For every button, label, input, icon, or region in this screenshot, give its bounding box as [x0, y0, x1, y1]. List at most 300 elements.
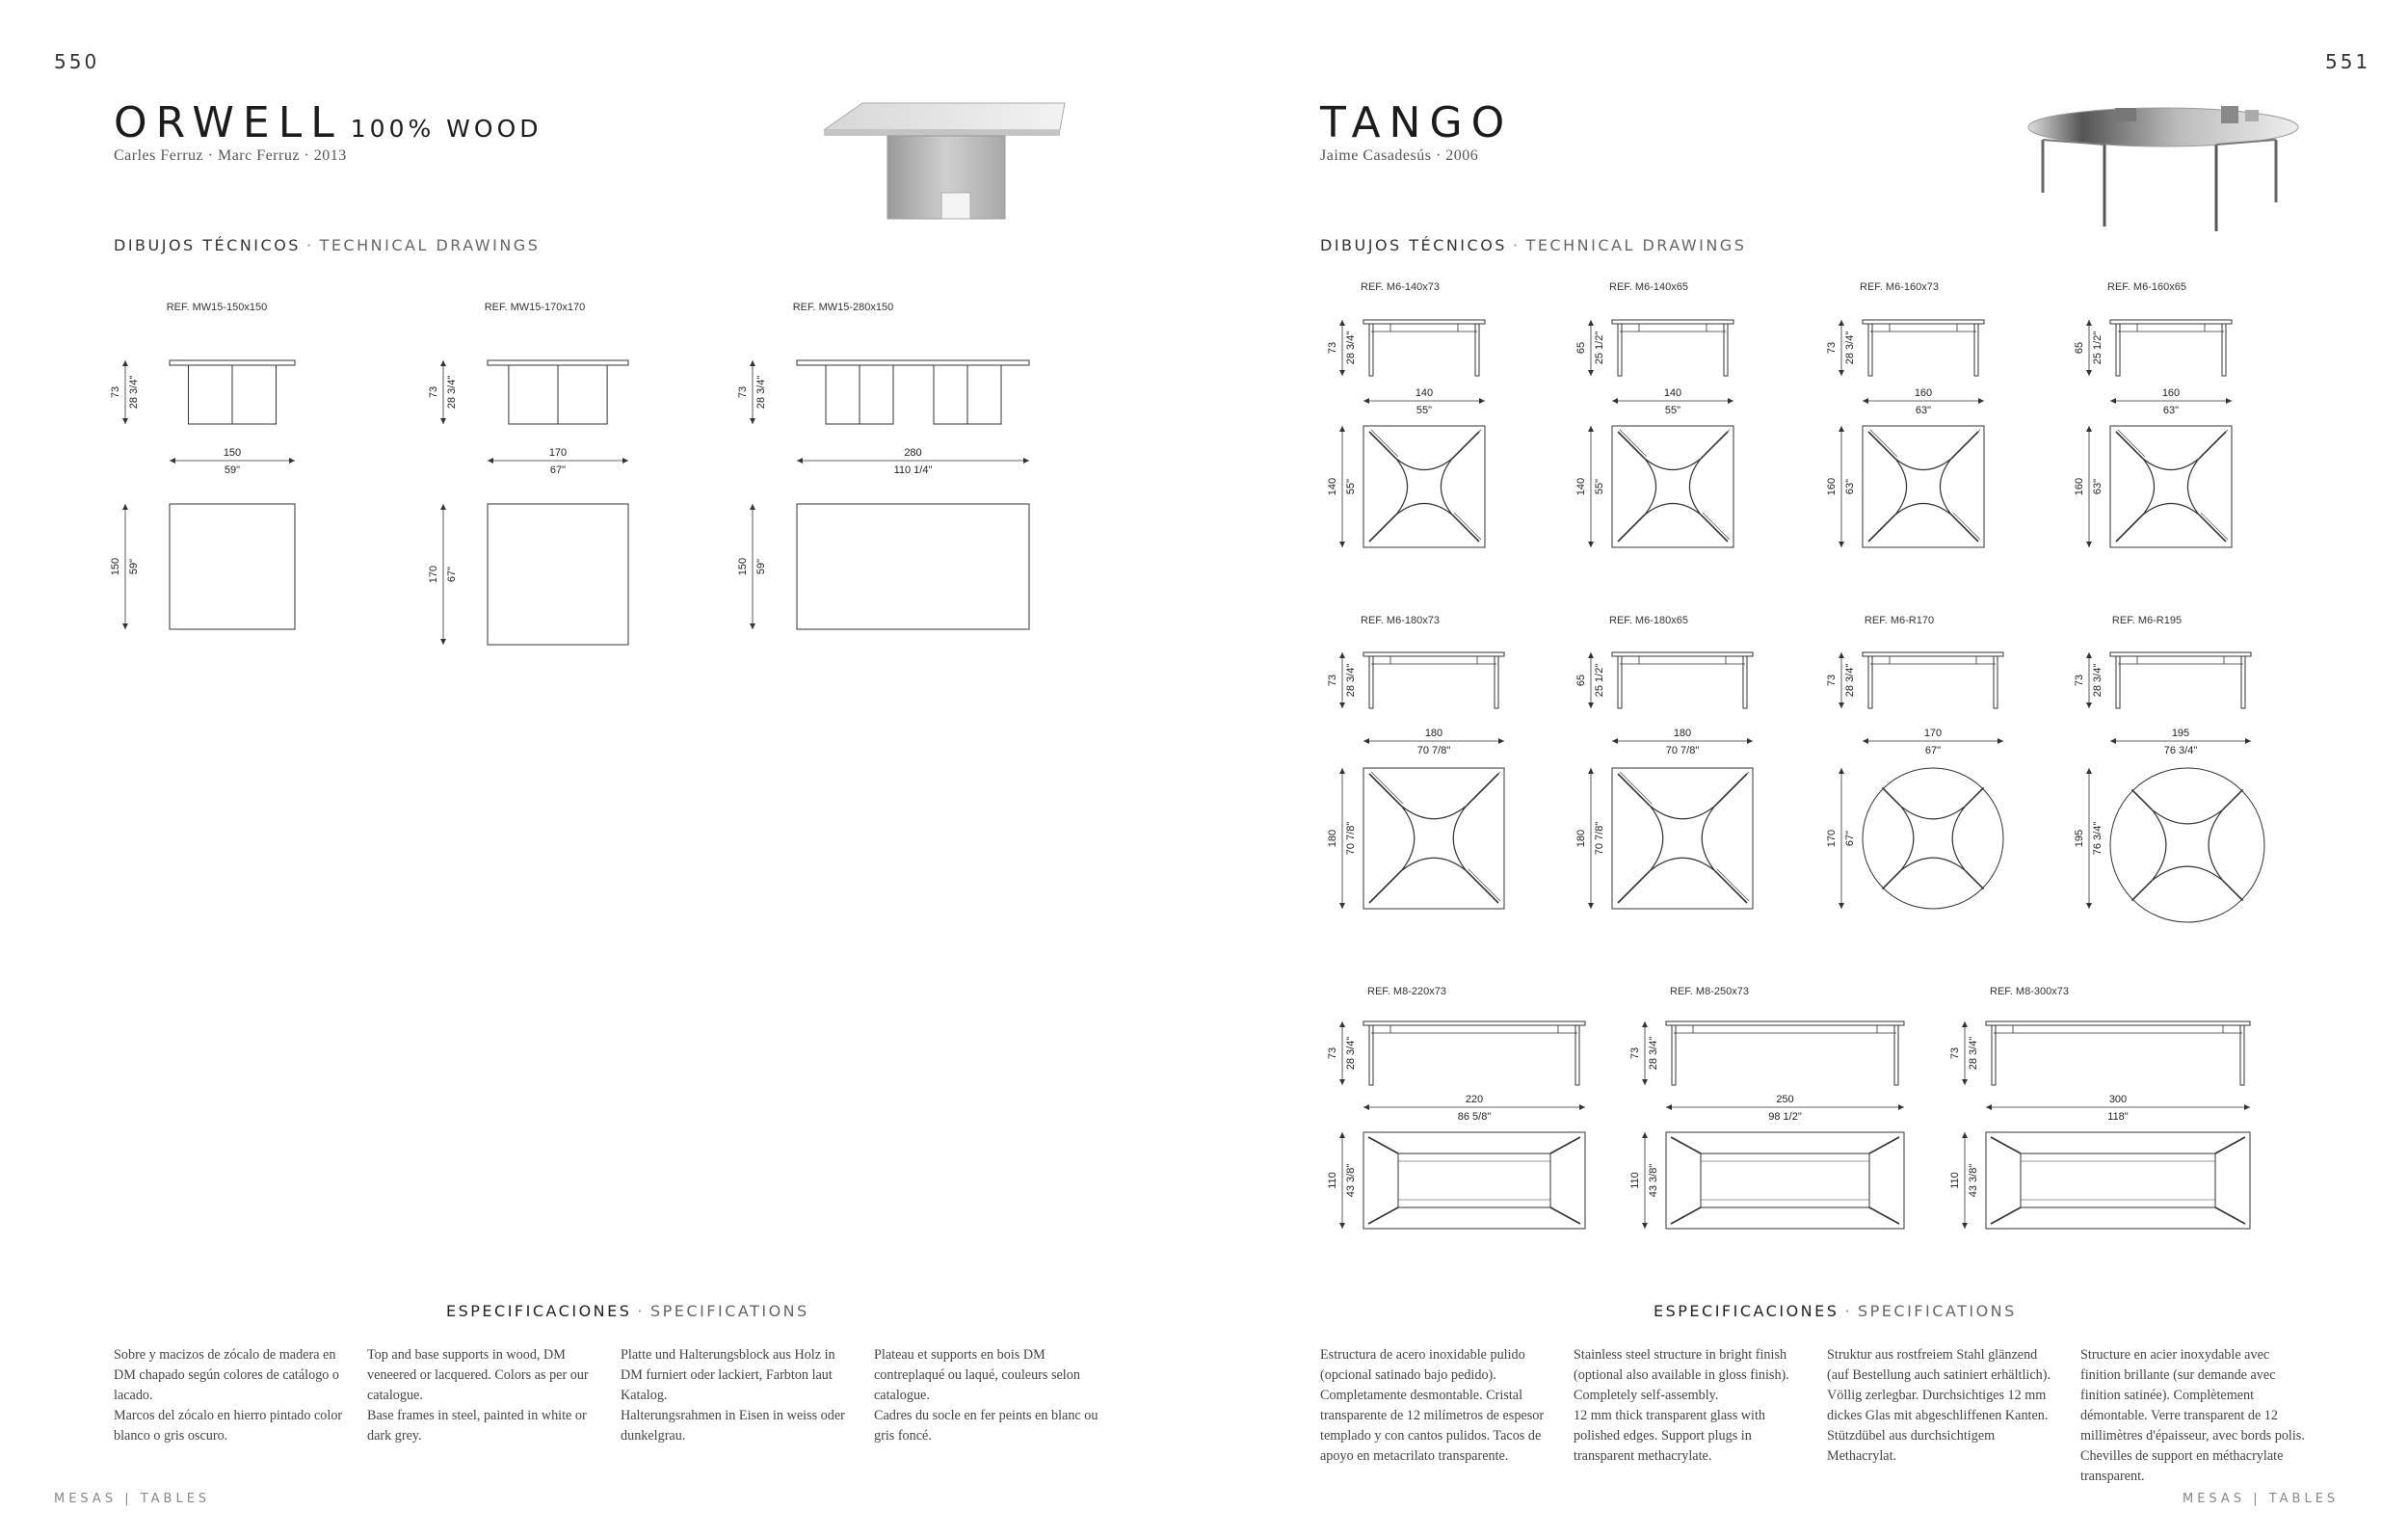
- arrow-down-icon: [1839, 903, 1844, 909]
- arrow-down-icon: [122, 418, 128, 424]
- arrow-down-icon: [2086, 903, 2092, 909]
- arrow-up-icon: [1339, 426, 1345, 432]
- frame-arm: [2201, 430, 2228, 457]
- arrow-left-icon: [488, 458, 493, 464]
- height-in-label: 25 1/2": [2092, 331, 2104, 365]
- arrow-left-icon: [170, 458, 175, 464]
- table-plan-view: [797, 504, 1029, 629]
- width-in-label: 76 3/4": [2163, 745, 2198, 756]
- spec-text-fr-left: Plateau et supports en bois DM contreplaqué ou laqué, couleurs selon catalogue. Cadres du socle en fer peints en blanc ou gris foncé.: [874, 1347, 1098, 1444]
- table-top-elevation: [170, 360, 295, 365]
- frame-curve: [1396, 459, 1452, 515]
- frame-arm: [1550, 1137, 1580, 1153]
- arrow-down-icon: [1642, 1223, 1648, 1229]
- arrow-right-icon: [2244, 1104, 2250, 1110]
- depth-cm-label: 170: [428, 565, 439, 584]
- model-ref-label: REF. M6-R195: [2111, 615, 2183, 626]
- frame-arm: [1951, 515, 1978, 542]
- arrow-down-icon: [750, 418, 755, 424]
- arrow-up-icon: [440, 360, 446, 366]
- arrow-down-icon: [1339, 903, 1345, 909]
- glass-top-elevation: [1363, 652, 1504, 656]
- width-in-label: 59": [224, 464, 241, 476]
- frame-curve: [1900, 806, 1965, 870]
- tango-model-row1-0: [1327, 281, 1485, 547]
- frame-arm: [1991, 1137, 2021, 1153]
- table-leg: [1575, 1025, 1579, 1085]
- height-in-label: 28 3/4": [2092, 663, 2104, 698]
- height-in-label: 28 3/4": [1968, 1036, 1979, 1071]
- arrow-right-icon: [1498, 738, 1504, 744]
- height-cm-label: 73: [428, 385, 439, 399]
- table-leg: [1894, 1025, 1898, 1085]
- depth-cm-label: 180: [1575, 829, 1587, 848]
- arrow-down-icon: [2086, 370, 2092, 376]
- model-ref-label: REF. M6-R170: [1864, 615, 1935, 626]
- table-leg: [1992, 1025, 1996, 1085]
- width-cm-label: 280: [904, 447, 922, 459]
- glass-top-elevation: [1666, 1021, 1904, 1025]
- arrow-up-icon: [1642, 1021, 1648, 1027]
- height-cm-label: 65: [1575, 341, 1587, 355]
- frame-arm: [1620, 430, 1647, 457]
- tango-model-row3-0: [1327, 986, 1585, 1229]
- depth-cm-label: 110: [1949, 1172, 1961, 1189]
- depth-in-label: 59": [755, 558, 767, 575]
- width-in-label: 67": [1924, 745, 1942, 756]
- spec-text-fr-right: Structure en acier inoxydable avec finition brillante (sur demande avec finition satinée). Complètement démontable. Verre transparent de 12 millimètres d'épaisseur, avec bords polis. Chevilles de support en méthacrylate transparent.: [2080, 1347, 2305, 1484]
- frame-arm: [1870, 430, 1897, 457]
- technical-drawings-heading-left: DIBUJOS TÉCNICOS · TECHNICAL DRAWINGS: [114, 236, 541, 254]
- frame-arm: [1953, 430, 1980, 457]
- technical-drawings-heading-right: DIBUJOS TÉCNICOS · TECHNICAL DRAWINGS: [1320, 236, 1747, 254]
- frame-arm: [1369, 774, 1401, 806]
- width-cm-label: 300: [2108, 1094, 2128, 1105]
- depth-cm-label: 140: [1327, 477, 1338, 496]
- depth-in-label: 59": [128, 558, 140, 575]
- arrow-left-icon: [1986, 1104, 1992, 1110]
- frame-arm: [1717, 772, 1749, 804]
- inner-frame-plan: [2021, 1153, 2215, 1207]
- width-cm-label: 180: [1424, 728, 1443, 739]
- depth-in-label: 63": [2092, 478, 2104, 495]
- depth-in-label: 67": [446, 566, 458, 583]
- height-in-label: 28 3/4": [446, 375, 458, 410]
- frame-arm: [1371, 430, 1398, 457]
- height-cm-label: 73: [1949, 1047, 1961, 1060]
- model-ref-label: REF. M8-220x73: [1367, 986, 1446, 997]
- arrow-up-icon: [1339, 652, 1345, 658]
- arrow-right-icon: [1898, 1104, 1904, 1110]
- frame-arm: [1671, 1207, 1701, 1224]
- height-cm-label: 65: [2074, 341, 2085, 355]
- arrow-down-icon: [440, 418, 446, 424]
- width-in-label: 118": [2107, 1111, 2129, 1123]
- orwell-model-2: [737, 302, 1029, 629]
- tango-model-row3-2: [1949, 986, 2250, 1229]
- frame-arm: [1368, 1207, 1398, 1224]
- arrow-up-icon: [1588, 652, 1594, 658]
- tango-model-row2-0: [1327, 615, 1504, 909]
- depth-in-label: 63": [1844, 478, 1856, 495]
- frame-arm: [1953, 513, 1980, 540]
- frame-arm: [1868, 432, 1895, 459]
- height-in-label: 28 3/4": [755, 375, 767, 410]
- spec-text-de-left: Platte und Halterungsblock aus Holz in DM furniert oder lackiert, Farbton laut Katalog. Halterungsrahmen in Eisen in weiss oder dunkelgrau.: [621, 1347, 845, 1444]
- width-in-label: 98 1/2": [1768, 1111, 1802, 1123]
- tango-model-row2-2: [1826, 615, 2003, 909]
- arrow-left-icon: [797, 458, 803, 464]
- specifications-heading-left: ESPECIFICACIONES · SPECIFICATIONS: [446, 1302, 809, 1320]
- frame-curve: [1645, 459, 1701, 515]
- width-cm-label: 170: [1923, 728, 1943, 739]
- tango-model-row1-2: [1826, 281, 1984, 547]
- depth-cm-label: 150: [110, 557, 121, 576]
- frame-arm: [2116, 432, 2143, 459]
- frame-arm: [1454, 430, 1481, 457]
- arrow-right-icon: [1747, 738, 1753, 744]
- table-plan-view: [488, 504, 628, 645]
- frame-arm: [1618, 774, 1650, 806]
- arrow-up-icon: [2086, 652, 2092, 658]
- height-in-label: 25 1/2": [1594, 331, 1605, 365]
- width-cm-label: 140: [1663, 387, 1682, 399]
- glass-top-elevation: [1612, 320, 1733, 324]
- title-suffix: 100% WOOD: [350, 115, 542, 143]
- frame-arm: [1454, 513, 1481, 540]
- frame-arm: [2199, 515, 2226, 542]
- frame-arm: [1870, 513, 1897, 540]
- depth-cm-label: 195: [2074, 829, 2085, 848]
- tango-model-row1-1: [1575, 281, 1733, 547]
- width-in-label: 63": [1915, 405, 1932, 416]
- frame-arm: [1368, 1137, 1398, 1153]
- depth-cm-label: 180: [1327, 829, 1338, 848]
- frame-arm: [2131, 789, 2152, 809]
- arrow-right-icon: [1023, 458, 1029, 464]
- frame-arm: [1869, 1137, 1899, 1153]
- height-cm-label: 73: [1826, 674, 1838, 687]
- arrow-right-icon: [1579, 1104, 1585, 1110]
- depth-cm-label: 110: [1327, 1172, 1338, 1189]
- footer-left: MESAS | TABLES: [54, 1492, 211, 1506]
- frame-arm: [1620, 869, 1652, 901]
- arrow-up-icon: [1839, 652, 1844, 658]
- frame-arm: [2223, 789, 2243, 809]
- arrow-left-icon: [1863, 738, 1868, 744]
- height-cm-label: 73: [2074, 674, 2085, 687]
- arrow-down-icon: [1839, 370, 1844, 376]
- frame-arm: [1469, 869, 1500, 901]
- height-cm-label: 73: [1327, 341, 1338, 355]
- frame-arm: [1703, 430, 1730, 457]
- designer-credit-right: Jaime Casadesús · 2006: [1320, 147, 1479, 164]
- width-cm-label: 220: [1465, 1094, 1484, 1105]
- arrow-left-icon: [1666, 1104, 1672, 1110]
- frame-arm: [2118, 430, 2145, 457]
- frame-arm: [2118, 513, 2145, 540]
- spec-text-es-right: Estructura de acero inoxidable pulido (opcional satinado bajo pedido). Completamente desmontable. Cristal transparente de 12 milímetros de espesor templado y con cantos pulidos. Tacos de apoyo en metacrilato transparente.: [1320, 1347, 1545, 1464]
- arrow-down-icon: [1588, 370, 1594, 376]
- depth-in-label: 43 3/8": [1345, 1163, 1357, 1198]
- model-ref-label: REF. M8-250x73: [1670, 986, 1749, 997]
- table-plan-view: [170, 504, 295, 629]
- model-ref-label: REF. MW15-150x150: [166, 302, 268, 313]
- specifications-heading-right: ESPECIFICACIONES · SPECIFICATIONS: [1654, 1302, 2017, 1320]
- arrow-up-icon: [2086, 320, 2092, 326]
- glass-top-elevation: [1363, 1021, 1585, 1025]
- table-leg: [1369, 1025, 1373, 1085]
- frame-arm: [2223, 881, 2243, 901]
- tango-model-row2-1: [1575, 615, 1753, 909]
- model-ref-label: REF. M6-160x65: [2107, 281, 2186, 293]
- frame-arm: [1369, 432, 1396, 459]
- glass-top-elevation: [1612, 652, 1753, 656]
- arrow-down-icon: [1839, 702, 1844, 708]
- orwell-model-0: [110, 302, 295, 629]
- arrow-up-icon: [122, 360, 128, 366]
- width-cm-label: 150: [223, 447, 242, 459]
- height-cm-label: 73: [1826, 341, 1838, 355]
- model-ref-label: REF. M6-180x73: [1361, 615, 1440, 626]
- arrow-right-icon: [2226, 398, 2232, 404]
- frame-arm: [1620, 772, 1652, 804]
- depth-cm-label: 160: [1826, 477, 1838, 496]
- width-cm-label: 250: [1776, 1094, 1794, 1105]
- arrow-down-icon: [1339, 702, 1345, 708]
- arrow-down-icon: [1642, 1079, 1648, 1085]
- spec-text-en-right: Stainless steel structure in bright finish (optional also available in gloss finish). Completely self-assembly. 12 mm thick transparent glass with polished edges. Support plugs in transparent methacrylate.: [1574, 1347, 1789, 1464]
- frame-arm: [2131, 881, 2152, 901]
- arrow-left-icon: [1612, 398, 1618, 404]
- height-in-label: 28 3/4": [1345, 1036, 1357, 1071]
- arrow-down-icon: [2086, 702, 2092, 708]
- arrow-left-icon: [1363, 738, 1369, 744]
- tango-model-row1-3: [2074, 281, 2232, 547]
- frame-arm: [1467, 871, 1498, 903]
- arrow-up-icon: [1962, 1021, 1968, 1027]
- arrow-up-icon: [1339, 768, 1345, 774]
- model-ref-label: REF. M6-140x65: [1609, 281, 1688, 293]
- depth-in-label: 70 7/8": [1345, 821, 1357, 856]
- width-in-label: 63": [2162, 405, 2180, 416]
- depth-in-label: 55": [1345, 478, 1357, 495]
- height-cm-label: 73: [110, 385, 121, 399]
- arrow-up-icon: [1588, 426, 1594, 432]
- height-in-label: 28 3/4": [1844, 331, 1856, 365]
- arrow-down-icon: [750, 623, 755, 629]
- frame-arm: [1618, 432, 1645, 459]
- height-cm-label: 65: [1575, 674, 1587, 687]
- inner-frame-plan: [1398, 1153, 1550, 1207]
- arrow-down-icon: [1962, 1079, 1968, 1085]
- width-in-label: 70 7/8": [1416, 745, 1451, 756]
- table-top-elevation: [488, 360, 628, 365]
- arrow-up-icon: [750, 360, 755, 366]
- frame-arm: [1701, 515, 1728, 542]
- height-cm-label: 73: [737, 385, 749, 399]
- arrow-right-icon: [2245, 738, 2251, 744]
- arrow-up-icon: [2086, 768, 2092, 774]
- width-in-label: 86 5/8": [1457, 1111, 1492, 1123]
- frame-arm: [1882, 871, 1900, 889]
- footer-right: MESAS | TABLES: [2183, 1492, 2340, 1506]
- height-in-label: 28 3/4": [1648, 1036, 1659, 1071]
- tango-model-row3-1: [1629, 986, 1904, 1229]
- depth-cm-label: 140: [1575, 477, 1587, 496]
- frame-arm: [1966, 787, 1984, 806]
- arrow-left-icon: [2110, 738, 2116, 744]
- width-cm-label: 140: [1415, 387, 1434, 399]
- arrow-down-icon: [2086, 542, 2092, 547]
- height-in-label: 28 3/4": [1345, 663, 1357, 698]
- frame-arm: [1469, 772, 1500, 804]
- frame-arm: [2215, 1207, 2245, 1224]
- orwell-model-1: [428, 302, 628, 645]
- rect-glass-top-plan: [1666, 1132, 1904, 1229]
- glass-top-elevation: [2110, 320, 2232, 324]
- table-leg: [2240, 1025, 2244, 1085]
- width-cm-label: 160: [1914, 387, 1933, 399]
- product-title-tango: TANGO: [1320, 98, 1514, 147]
- spec-text-de-right: Struktur aus rostfreiem Stahl glänzend (auf Bestellung auch satiniert erhältlich). Völlig zerlegbar. Durchsichtiges 12 mm dickes Glas mit abgeschliffenen Kanten. Stützdübel aus durchsichtigem Methacrylat.: [1827, 1347, 2051, 1464]
- designer-credit-left: Carles Ferruz · Marc Ferruz · 2013: [114, 147, 347, 164]
- arrow-up-icon: [1839, 768, 1844, 774]
- page-number-left: 550: [54, 50, 100, 73]
- frame-arm: [1371, 772, 1403, 804]
- frame-arm: [1869, 1207, 1899, 1224]
- height-in-label: 28 3/4": [128, 375, 140, 410]
- title-text: ORWELL: [114, 98, 343, 147]
- frame-arm: [1620, 513, 1647, 540]
- frame-curve: [2152, 809, 2223, 881]
- arrow-up-icon: [1642, 1132, 1648, 1138]
- depth-in-label: 55": [1594, 478, 1605, 495]
- spec-text-en-left: Top and base supports in wood, DM veneered or lacquered. Colors as per our catalogue. Base frames in steel, painted in white or dark grey.: [367, 1347, 589, 1444]
- height-cm-label: 73: [1629, 1047, 1641, 1060]
- arrow-down-icon: [1339, 542, 1345, 547]
- width-in-label: 67": [549, 464, 567, 476]
- frame-arm: [1371, 869, 1403, 901]
- frame-arm: [1671, 1137, 1701, 1153]
- glass-top-elevation: [2110, 652, 2251, 656]
- arrow-down-icon: [440, 639, 446, 645]
- arrow-right-icon: [1998, 738, 2003, 744]
- arrow-down-icon: [1839, 542, 1844, 547]
- glass-top-elevation: [1863, 652, 2003, 656]
- frame-arm: [1966, 871, 1984, 889]
- width-in-label: 55": [1664, 405, 1681, 416]
- arrow-left-icon: [1863, 398, 1868, 404]
- height-cm-label: 73: [1327, 674, 1338, 687]
- inner-frame-plan: [1701, 1153, 1869, 1207]
- depth-cm-label: 150: [737, 557, 749, 576]
- depth-in-label: 43 3/8": [1648, 1163, 1659, 1198]
- width-in-label: 70 7/8": [1665, 745, 1700, 756]
- arrow-left-icon: [1363, 398, 1369, 404]
- arrow-up-icon: [750, 504, 755, 510]
- arrow-up-icon: [1588, 320, 1594, 326]
- spec-text-es-left: Sobre y macizos de zócalo de madera en DM chapado según colores de catálogo o lacado. Marcos del zócalo en hierro pintado color blanco o gris oscuro.: [114, 1347, 343, 1444]
- rect-glass-top-plan: [1986, 1132, 2250, 1229]
- width-cm-label: 160: [2161, 387, 2181, 399]
- glass-top-elevation: [1986, 1021, 2250, 1025]
- model-ref-label: REF. M6-140x73: [1361, 281, 1440, 293]
- arrow-down-icon: [1339, 370, 1345, 376]
- height-in-label: 28 3/4": [1345, 331, 1357, 365]
- glass-top-elevation: [1863, 320, 1984, 324]
- frame-arm: [1882, 787, 1900, 806]
- table-top-elevation: [797, 360, 1029, 365]
- width-cm-label: 180: [1673, 728, 1692, 739]
- frame-curve: [1401, 806, 1466, 870]
- arrow-down-icon: [1339, 1079, 1345, 1085]
- tango-model-row2-3: [2074, 615, 2264, 922]
- depth-cm-label: 170: [1826, 829, 1838, 848]
- arrow-right-icon: [1479, 398, 1485, 404]
- arrow-up-icon: [2086, 426, 2092, 432]
- arrow-down-icon: [1588, 542, 1594, 547]
- width-in-label: 55": [1416, 405, 1433, 416]
- frame-arm: [1715, 871, 1747, 903]
- height-in-label: 25 1/2": [1594, 663, 1605, 698]
- frame-arm: [1371, 513, 1398, 540]
- model-ref-label: REF. M6-180x65: [1609, 615, 1688, 626]
- arrow-down-icon: [1962, 1223, 1968, 1229]
- arrow-left-icon: [1363, 1104, 1369, 1110]
- width-cm-label: 195: [2171, 728, 2190, 739]
- arrow-up-icon: [1962, 1132, 1968, 1138]
- depth-cm-label: 160: [2074, 477, 2085, 496]
- arrow-down-icon: [1588, 702, 1594, 708]
- arrow-up-icon: [440, 504, 446, 510]
- model-ref-label: REF. M6-160x73: [1860, 281, 1939, 293]
- frame-arm: [1703, 513, 1730, 540]
- frame-arm: [2215, 1137, 2245, 1153]
- frame-curve: [1895, 459, 1951, 515]
- frame-arm: [2201, 513, 2228, 540]
- frame-curve: [1650, 806, 1714, 870]
- arrow-up-icon: [1839, 426, 1844, 432]
- frame-curve: [2143, 459, 2199, 515]
- arrow-up-icon: [1339, 1021, 1345, 1027]
- glass-top-elevation: [1363, 320, 1485, 324]
- width-in-label: 110 1/4": [893, 464, 933, 476]
- page-number-right: 551: [2325, 50, 2371, 73]
- rect-glass-top-plan: [1363, 1132, 1585, 1229]
- width-cm-label: 170: [548, 447, 568, 459]
- arrow-up-icon: [1339, 320, 1345, 326]
- arrow-down-icon: [122, 623, 128, 629]
- arrow-right-icon: [1978, 398, 1984, 404]
- height-in-label: 28 3/4": [1844, 663, 1856, 698]
- model-ref-label: REF. MW15-280x150: [792, 302, 894, 313]
- model-ref-label: REF. M8-300x73: [1990, 986, 2069, 997]
- frame-arm: [1991, 1207, 2021, 1224]
- arrow-down-icon: [1339, 1223, 1345, 1229]
- depth-cm-label: 110: [1629, 1172, 1641, 1189]
- depth-in-label: 67": [1844, 830, 1856, 847]
- arrow-up-icon: [1588, 768, 1594, 774]
- frame-arm: [1452, 515, 1479, 542]
- frame-arm: [1550, 1207, 1580, 1224]
- table-leg: [1672, 1025, 1676, 1085]
- depth-in-label: 76 3/4": [2092, 821, 2104, 856]
- arrow-right-icon: [1728, 398, 1733, 404]
- arrow-down-icon: [1588, 903, 1594, 909]
- model-ref-label: REF. MW15-170x170: [484, 302, 586, 313]
- height-cm-label: 73: [1327, 1047, 1338, 1060]
